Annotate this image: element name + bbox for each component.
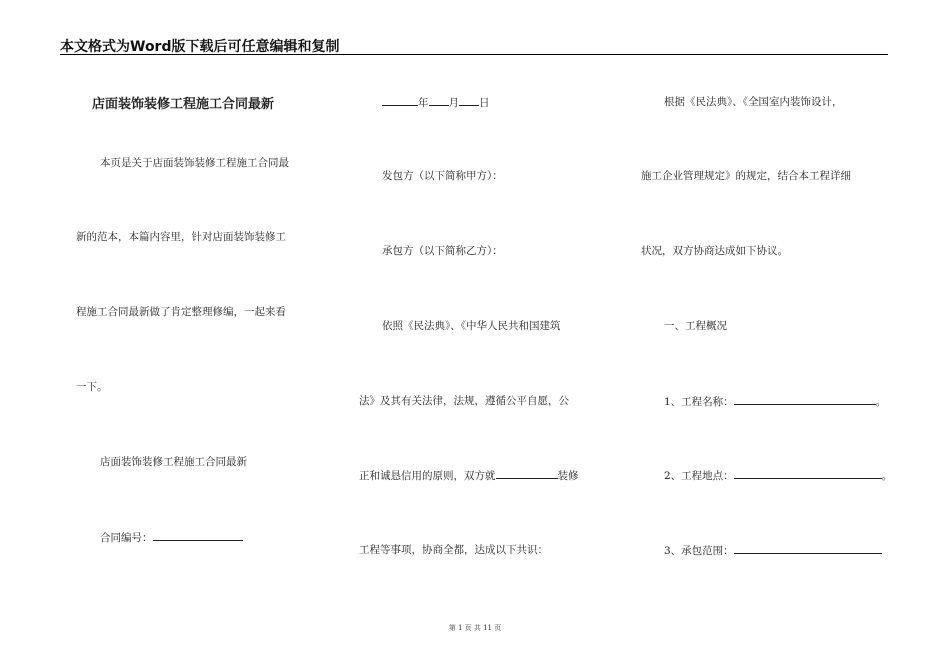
basis-line-4: 工程等事项，协商全都，达成以下共识： — [359, 544, 548, 556]
day-label: 日 — [479, 97, 490, 109]
intro-line-3: 程施工合同最新做了肯定整理修编，一起来看 — [76, 306, 286, 318]
year-blank — [382, 94, 418, 106]
basis-line-2: 法》及其有关法律，法规，遵循公平自愿，公 — [359, 395, 569, 407]
contract-number-label: 合同编号： — [100, 532, 153, 544]
contract-number-field — [100, 529, 243, 545]
project-location-end: 。 — [881, 470, 893, 482]
document-title: 店面装饰装修工程施工合同最新 — [92, 97, 275, 112]
basis-line-3-suffix: 装修 — [557, 470, 579, 482]
section-heading-overview: 一、工程概况 — [664, 320, 727, 332]
contract-number-blank — [153, 529, 243, 541]
project-name-label: 1、工程名称： — [664, 396, 734, 408]
intro-line-1: 本页是关于店面装饰装修工程施工合同最 — [100, 157, 289, 169]
date-line — [382, 94, 490, 110]
month-label: 月 — [448, 97, 459, 109]
project-name-field — [664, 393, 886, 409]
day-blank — [459, 94, 479, 106]
contract-scope-label: 3、承包范围： — [664, 545, 734, 557]
header-divider — [60, 54, 888, 55]
month-blank — [429, 94, 449, 106]
project-name-end: 。 — [875, 396, 887, 408]
intro-line-4: 一下。 — [76, 381, 108, 393]
agreement-line-1: 根据《民法典》、《全国室内装饰设计， — [664, 96, 843, 108]
basis-line-1: 依照《民法典》、《中华人民共和国建筑 — [382, 320, 561, 332]
agreement-line-3: 状况，双方协商达成如下协议。 — [641, 245, 788, 257]
intro-line-2: 新的范本，本篇内容里，针对店面装饰装修工 — [76, 231, 286, 243]
basis-line-3-text: 正和诚恳信用的原则，双方就 — [359, 470, 496, 482]
year-label: 年 — [418, 97, 429, 109]
project-location-label: 2、工程地点： — [664, 470, 734, 482]
project-blank — [496, 467, 558, 479]
contract-scope-blank — [734, 542, 882, 554]
project-location-blank — [734, 467, 882, 479]
project-location-field — [664, 467, 892, 483]
contract-subtitle: 店面装饰装修工程施工合同最新 — [100, 456, 247, 468]
party-a-label: 发包方（以下简称甲方）： — [382, 170, 503, 182]
basis-line-3 — [359, 467, 579, 483]
contract-scope-field — [664, 542, 882, 558]
party-b-label: 承包方（以下简称乙方）： — [382, 245, 503, 257]
agreement-line-2: 施工企业管理规定》的规定，结合本工程详细 — [641, 170, 851, 182]
page-footer: 第 1 页 共 11 页 — [448, 624, 502, 632]
project-name-blank — [734, 393, 876, 405]
document-header: 本文格式为Word版下载后可任意编辑和复制 — [60, 39, 340, 55]
